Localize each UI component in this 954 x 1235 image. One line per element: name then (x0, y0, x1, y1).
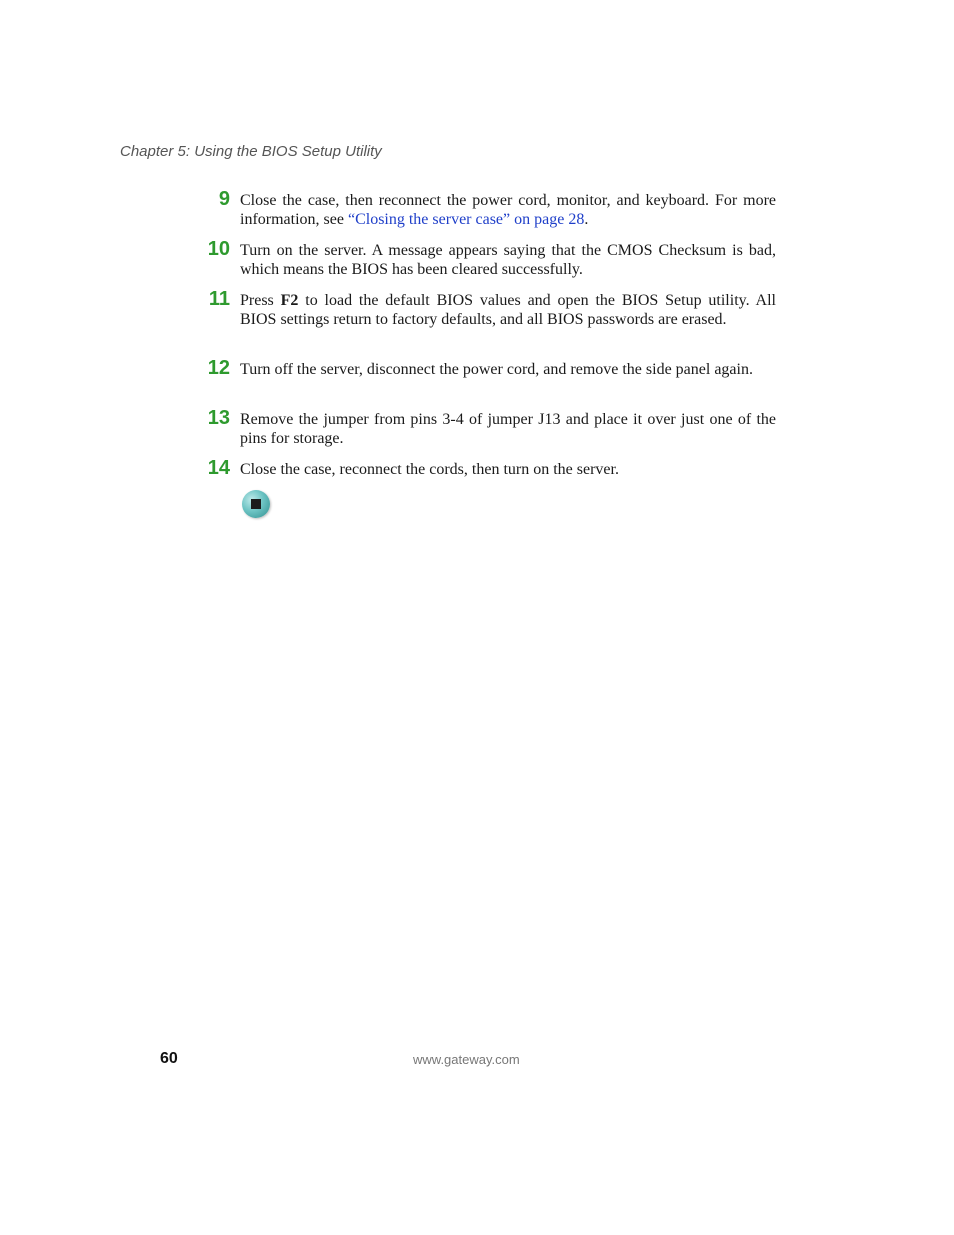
step-10 (200, 238, 776, 279)
step-number: 11 (208, 288, 230, 310)
step-number: 9 (218, 188, 230, 210)
step-text: Remove the jumper from pins 3-4 of jumper J13 and place it over just one of the pins for storage. (240, 411, 776, 447)
step-text: Turn off the server, disconnect the power cord, and remove the side panel again. (240, 361, 753, 378)
page-number: 60 (160, 1050, 178, 1067)
closing-server-case-link[interactable]: “Closing the server case” on page 28 (347, 211, 585, 228)
chapter-header: Chapter 5: Using the BIOS Setup Utility (120, 143, 382, 160)
step-number: 13 (207, 407, 230, 429)
step-text: Turn on the server. A message appears saying that the CMOS Checksum is bad, which means the BIOS has been cleared successfully. (240, 242, 776, 278)
step-text-before-link: Close the case, then reconnect the power cord, monitor, and keyboard. For more information, see (240, 192, 776, 228)
step-number: 12 (207, 357, 230, 379)
key-label: F2 (280, 292, 299, 309)
step-text (240, 291, 776, 329)
step-text-after-link: . (584, 211, 589, 228)
step-12 (200, 357, 776, 379)
step-number: 10 (207, 238, 230, 260)
step-text-after-key: to load the default BIOS values and open the BIOS Setup utility. All BIOS settings return to factory defaults, and all BIOS passwords are erased. (240, 292, 777, 328)
end-of-procedure-icon (242, 490, 270, 518)
step-9 (200, 188, 776, 229)
step-number: 14 (207, 457, 230, 479)
step-11 (200, 288, 777, 329)
step-text (240, 191, 776, 229)
step-13 (200, 407, 776, 448)
stop-square-icon (251, 499, 261, 509)
step-text: Close the case, reconnect the cords, then turn on the server. (240, 461, 619, 478)
step-text-before-key: Press (240, 292, 281, 309)
step-14 (200, 457, 776, 479)
footer-url: www.gateway.com (413, 1052, 520, 1067)
